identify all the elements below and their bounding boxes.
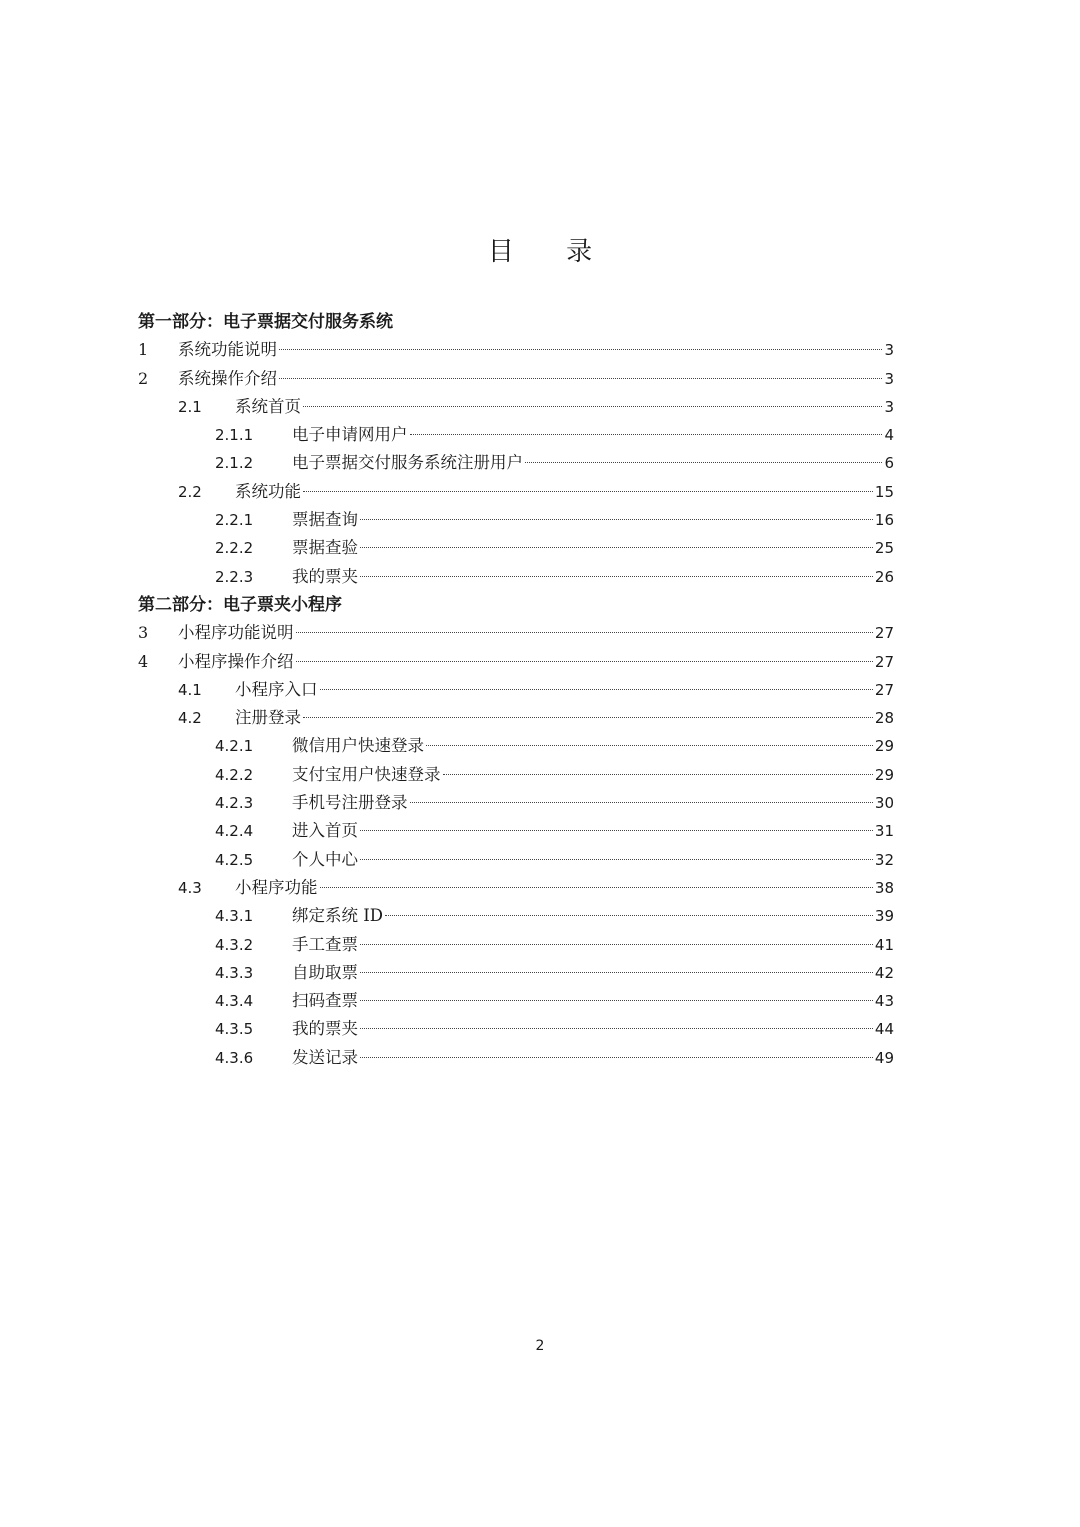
toc-entry-title: 支付宝用户快速登录 — [292, 764, 441, 784]
toc-entry-page: 41 — [874, 935, 894, 954]
toc-entry-title: 发送记录 — [292, 1047, 358, 1067]
toc-entry-title: 小程序功能说明 — [178, 623, 294, 643]
toc-entry[interactable] — [138, 421, 894, 449]
toc-entry-number: 4.3.5 — [215, 1020, 254, 1039]
toc-entry-title: 票据查验 — [292, 538, 358, 558]
toc-entry-number: 4.1 — [178, 680, 202, 699]
toc-entry-page: 6 — [884, 454, 894, 473]
toc-dot-leader — [360, 859, 873, 860]
toc-entry-page: 27 — [874, 624, 894, 643]
toc-entry-page: 39 — [874, 907, 894, 926]
toc-entry[interactable] — [138, 1044, 894, 1072]
toc-entry[interactable] — [138, 648, 894, 676]
toc-part-heading: 第一部分：电子票据交付服务系统 — [138, 312, 393, 332]
toc-entry[interactable] — [138, 761, 894, 789]
toc-entry[interactable] — [138, 789, 894, 817]
toc-entry-title: 注册登录 — [235, 708, 301, 728]
toc-dot-leader — [385, 915, 873, 916]
toc-entry[interactable] — [138, 931, 894, 959]
toc-entry-page: 3 — [884, 369, 894, 388]
toc-entry-page: 29 — [874, 765, 894, 784]
toc-entry-number: 4.2.2 — [215, 765, 254, 784]
toc-entry-title: 自助取票 — [292, 962, 358, 982]
toc-entry-number: 2.1 — [178, 397, 202, 416]
toc-dot-leader — [360, 1028, 873, 1029]
toc-entry-number: 4.3.3 — [215, 963, 254, 982]
toc-entry[interactable] — [138, 704, 894, 732]
page-number: 2 — [535, 1338, 545, 1354]
toc-entry-title: 扫码查票 — [292, 991, 358, 1011]
toc-entry-number: 1 — [138, 340, 149, 360]
toc-entry-page: 42 — [874, 963, 894, 982]
toc-entry-title: 系统功能说明 — [178, 340, 277, 360]
toc-dot-leader — [320, 887, 873, 888]
toc-entry-page: 27 — [874, 652, 894, 671]
toc-entry[interactable] — [138, 817, 894, 845]
toc-entry-title: 手工查票 — [292, 934, 358, 954]
toc-entry-page: 43 — [874, 992, 894, 1011]
toc-entry-page: 3 — [884, 397, 894, 416]
toc-entry[interactable] — [138, 393, 894, 421]
toc-dot-leader — [279, 378, 882, 379]
toc-entry-title: 微信用户快速登录 — [292, 736, 424, 756]
toc-entry[interactable] — [138, 959, 894, 987]
toc-entry-number: 4.2.4 — [215, 822, 254, 841]
toc-entry-title: 手机号注册登录 — [292, 793, 408, 813]
toc-entry-title: 我的票夹 — [292, 1019, 358, 1039]
toc-dot-leader — [426, 745, 873, 746]
toc-entry[interactable] — [138, 336, 894, 364]
toc-entry-page: 27 — [874, 680, 894, 699]
toc-entry-title: 系统首页 — [235, 396, 301, 416]
toc-entry-number: 2 — [138, 368, 149, 388]
toc-dot-leader — [360, 519, 873, 520]
toc-entry-page: 25 — [874, 539, 894, 558]
toc-entry-title: 系统功能 — [235, 481, 301, 501]
toc-dot-leader — [360, 1057, 873, 1058]
toc-entry-title: 个人中心 — [292, 849, 358, 869]
toc-entry-page: 4 — [884, 426, 894, 445]
toc-entry[interactable] — [138, 563, 894, 591]
toc-entry-number: 4.3 — [178, 878, 202, 897]
toc-entry-number: 4.3.4 — [215, 992, 254, 1011]
toc-entry-number: 2.2.2 — [215, 539, 254, 558]
toc-entry[interactable] — [138, 874, 894, 902]
toc-entry-title: 小程序操作介绍 — [178, 651, 294, 671]
toc-entry-page: 38 — [874, 878, 894, 897]
toc-entry-page: 49 — [874, 1048, 894, 1067]
toc-dot-leader — [296, 632, 873, 633]
toc-entry-title: 票据查询 — [292, 510, 358, 530]
toc-entry-number: 3 — [138, 623, 149, 643]
toc-entry-title: 小程序入口 — [235, 679, 318, 699]
toc-entry-number: 4.3.1 — [215, 907, 254, 926]
toc-part-heading: 第二部分：电子票夹小程序 — [138, 594, 342, 615]
toc-dot-leader — [410, 802, 873, 803]
toc-entry-title: 电子申请网用户 — [292, 425, 408, 445]
toc-entry[interactable] — [138, 676, 894, 704]
toc-dot-leader — [410, 434, 883, 435]
toc-dot-leader — [303, 717, 873, 718]
toc-dot-leader — [443, 774, 873, 775]
toc-entry-title: 小程序功能 — [235, 877, 318, 897]
toc-entry-number: 4.3.6 — [215, 1048, 254, 1067]
toc-entry[interactable] — [138, 478, 894, 506]
table-of-contents — [138, 308, 894, 1072]
toc-entry-number: 4.2.5 — [215, 850, 254, 869]
toc-dot-leader — [360, 972, 873, 973]
toc-entry-page: 30 — [874, 794, 894, 813]
toc-entry-number: 2.2 — [178, 482, 202, 501]
toc-entry-title: 我的票夹 — [292, 566, 358, 586]
toc-entry-number: 4 — [138, 651, 149, 671]
toc-entry[interactable] — [138, 987, 894, 1015]
toc-entry-page: 15 — [874, 482, 894, 501]
toc-entry[interactable] — [138, 1015, 894, 1043]
toc-entry-number: 2.1.2 — [215, 454, 254, 473]
toc-entry-number: 4.2.3 — [215, 794, 254, 813]
toc-entry-page: 31 — [874, 822, 894, 841]
toc-entry-title: 绑定系统 ID — [292, 906, 383, 926]
toc-dot-leader — [320, 689, 873, 690]
toc-dot-leader — [360, 944, 873, 945]
toc-dot-leader — [360, 547, 873, 548]
toc-dot-leader — [525, 462, 882, 463]
toc-entry[interactable] — [138, 902, 894, 930]
toc-entry-page: 29 — [874, 737, 894, 756]
toc-entry-page: 44 — [874, 1020, 894, 1039]
toc-dot-leader — [303, 406, 882, 407]
toc-entry[interactable] — [138, 534, 894, 562]
toc-entry-page: 32 — [874, 850, 894, 869]
toc-entry[interactable] — [138, 619, 894, 647]
toc-dot-leader — [303, 491, 873, 492]
toc-entry[interactable] — [138, 506, 894, 534]
toc-entry[interactable] — [138, 365, 894, 393]
toc-entry-number: 2.2.1 — [215, 511, 254, 530]
toc-entry-title: 进入首页 — [292, 821, 358, 841]
toc-entry-title: 电子票据交付服务系统注册用户 — [292, 453, 523, 473]
toc-entry-number: 2.1.1 — [215, 426, 254, 445]
toc-entry-number: 4.2.1 — [215, 737, 254, 756]
toc-dot-leader — [360, 1000, 873, 1001]
toc-entry-page: 26 — [874, 567, 894, 586]
toc-entry-page: 16 — [874, 511, 894, 530]
toc-dot-leader — [360, 830, 873, 831]
page-title: 目 录 — [487, 237, 615, 267]
toc-entry-page: 28 — [874, 709, 894, 728]
toc-dot-leader — [296, 661, 873, 662]
toc-entry-title: 系统操作介绍 — [178, 368, 277, 388]
toc-entry-number: 4.2 — [178, 709, 202, 728]
toc-entry[interactable] — [138, 449, 894, 477]
toc-dot-leader — [360, 576, 873, 577]
toc-entry[interactable] — [138, 846, 894, 874]
toc-entry-page: 3 — [884, 341, 894, 360]
toc-entry-number: 2.2.3 — [215, 567, 254, 586]
toc-entry[interactable] — [138, 732, 894, 760]
toc-entry-number: 4.3.2 — [215, 935, 254, 954]
toc-dot-leader — [279, 349, 882, 350]
